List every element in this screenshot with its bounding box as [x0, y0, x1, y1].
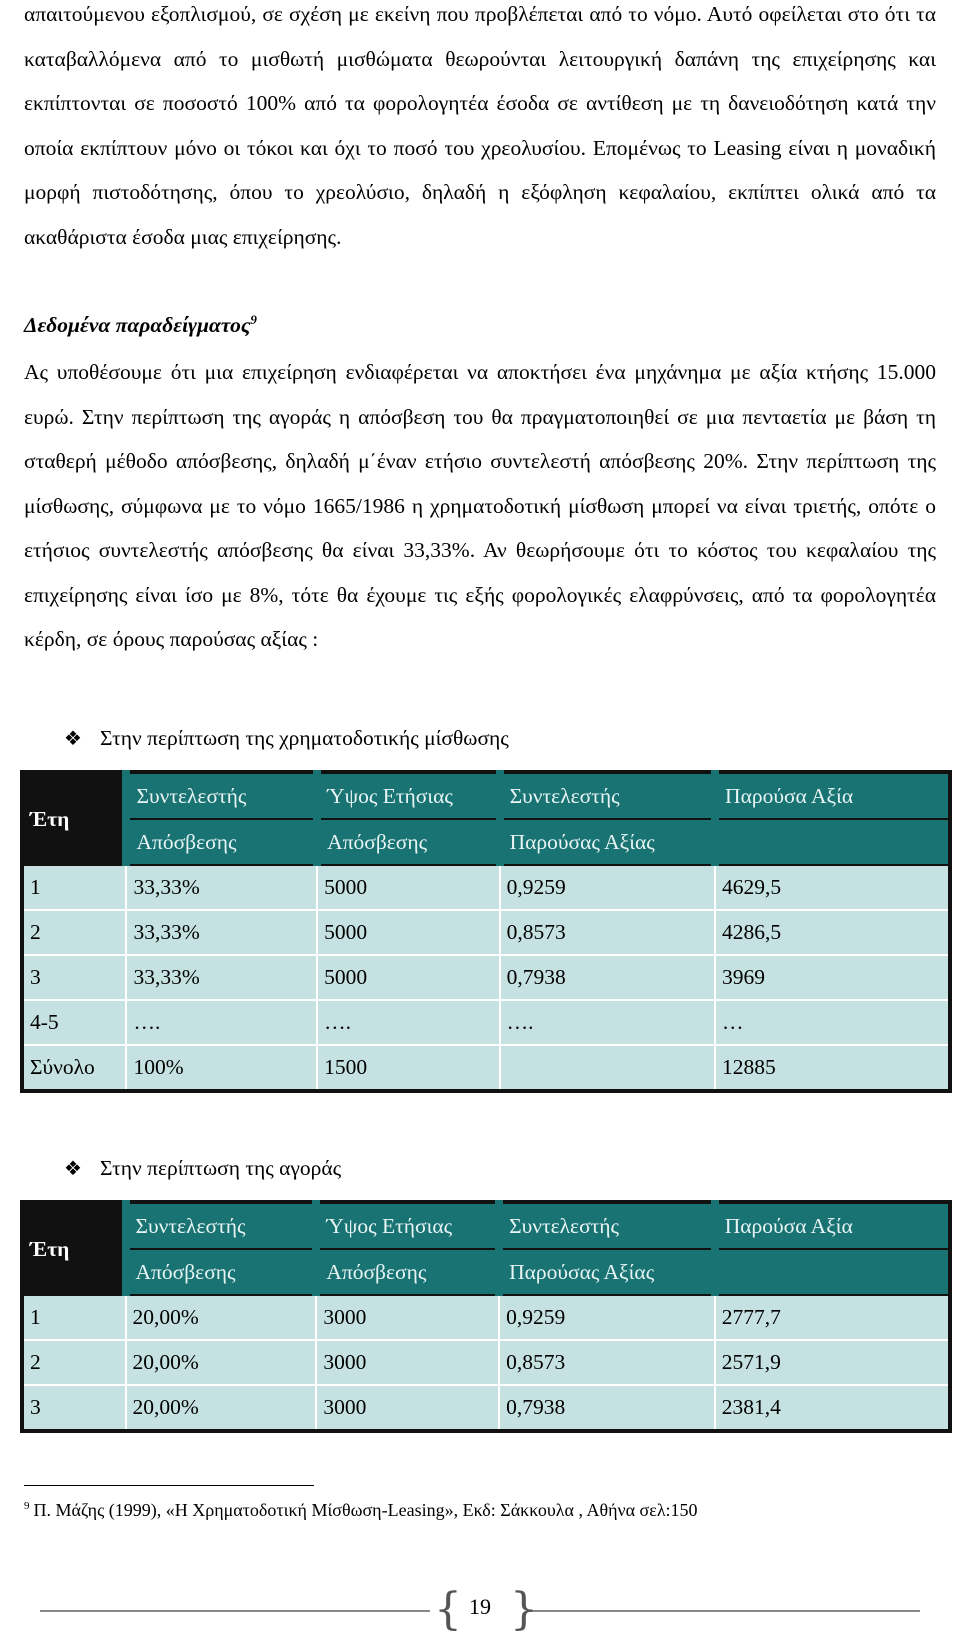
table-header-row-2 — [22, 819, 950, 865]
diamond-bullet-icon: ❖ — [64, 1158, 82, 1180]
footer-line-left — [40, 1610, 430, 1612]
cell-amount: 3000 — [316, 1385, 499, 1431]
table-row-total — [22, 1045, 950, 1091]
cell-factor: 0,9259 — [500, 865, 715, 910]
footnote-text: Π. Μάζης (1999), «Η Χρηματοδοτική Μίσθωση-Leasing», Εκδ: Σάκκουλα , Αθήνα σελ:150 — [33, 1500, 698, 1520]
diamond-bullet-icon: ❖ — [64, 728, 82, 750]
cell-amount: 5000 — [317, 955, 500, 1000]
cell-rate: …. — [126, 1000, 317, 1045]
page-number-footer — [0, 1586, 960, 1634]
cell-rate: 20,00% — [126, 1295, 317, 1340]
header-rate: Συντελεστής — [126, 772, 317, 819]
footer-line-right — [530, 1610, 920, 1612]
table-header-row — [22, 1202, 950, 1249]
header-amount-2: Απόσβεσης — [317, 819, 500, 865]
cell-factor: 0,7938 — [499, 1385, 715, 1431]
cell-amount: …. — [317, 1000, 500, 1045]
header-pv-factor: Συντελεστής — [499, 1202, 715, 1249]
cell-rate: 20,00% — [126, 1340, 317, 1385]
cell-year: 3 — [22, 1385, 126, 1431]
bullet-leasing — [64, 726, 509, 751]
cell-factor: 0,8573 — [499, 1340, 715, 1385]
header-years: Έτη — [22, 1202, 126, 1295]
footnote-divider — [24, 1485, 314, 1486]
cell-pv: 4629,5 — [715, 865, 950, 910]
right-brace-icon: } — [510, 1584, 538, 1635]
page-number: 19 — [469, 1594, 491, 1619]
cell-year: 4-5 — [22, 1000, 126, 1045]
left-brace-icon: { — [434, 1584, 462, 1635]
header-present-value: Παρούσα Αξία — [715, 1202, 950, 1249]
header-present-value-2 — [715, 819, 950, 865]
cell-pv: 2381,4 — [715, 1385, 950, 1431]
table-row — [22, 1340, 950, 1385]
footnote-number: 9 — [24, 1500, 30, 1512]
table-header-row — [22, 772, 950, 819]
header-pv-factor: Συντελεστής — [500, 772, 715, 819]
heading-text: Δεδομένα παραδείγματος — [24, 313, 251, 338]
cell-pv: 4286,5 — [715, 910, 950, 955]
table-row — [22, 1385, 950, 1431]
table-row — [22, 1295, 950, 1340]
cell-rate: 33,33% — [126, 955, 317, 1000]
footnote — [24, 1500, 698, 1521]
cell-pv: … — [715, 1000, 950, 1045]
cell-year: 1 — [22, 1295, 126, 1340]
header-present-value-2 — [715, 1249, 950, 1295]
cell-factor: 0,7938 — [500, 955, 715, 1000]
header-present-value: Παρούσα Αξία — [715, 772, 950, 819]
bullet-leasing-text: Στην περίπτωση της χρηματοδοτικής μίσθωσης — [100, 726, 509, 750]
cell-amount: 5000 — [317, 865, 500, 910]
cell-rate: 100% — [126, 1045, 317, 1091]
header-years: Έτη — [22, 772, 126, 865]
header-rate: Συντελεστής — [126, 1202, 317, 1249]
cell-pv: 2777,7 — [715, 1295, 950, 1340]
heading-footnote-ref: 9 — [250, 312, 257, 327]
table-row — [22, 955, 950, 1000]
cell-year: 3 — [22, 955, 126, 1000]
cell-rate: 20,00% — [126, 1385, 317, 1431]
cell-pv: 12885 — [715, 1045, 950, 1091]
cell-year: Σύνολο — [22, 1045, 126, 1091]
header-rate-2: Απόσβεσης — [126, 1249, 317, 1295]
header-amount: Ύψος Ετήσιας — [316, 1202, 499, 1249]
table-row — [22, 1000, 950, 1045]
cell-factor: …. — [500, 1000, 715, 1045]
paragraph-2-text: Ας υποθέσουμε ότι μια επιχείρηση ενδιαφέρεται να αποκτήσει ένα μηχάνημα με αξία κτήσης 15.000 ευρώ. Στην περίπτωση της αγοράς η απόσβεση του θα πραγματοποιηθεί σε μια πενταετία με βάση τη σταθερή μέθοδο απόσβεσης, δηλαδή μ΄έναν ετήσιο συντελεστή απόσβεσης 20%. Στην περίπτωση της μίσθωσης, σύμφωνα με το νόμο 1665/1986 η χρηματοδοτική μίσθωση μπορεί να είναι τριετής, οπότε ο ετήσιος συντελεστής απόσβεσης θα είναι 33,33%. Αν θεωρήσουμε ότι το κόστος του κεφαλαίου της επιχείρησης είναι ίσο με 8%, τότε θα έχουμε τις εξής φορολογικές ελαφρύνσεις, από τα φορολογητέα κέρδη, σε όρους παρούσας αξίας : — [24, 360, 936, 651]
cell-amount: 3000 — [316, 1295, 499, 1340]
purchase-table — [20, 1200, 952, 1433]
cell-rate: 33,33% — [126, 865, 317, 910]
section-heading — [24, 312, 257, 338]
cell-factor: 0,9259 — [499, 1295, 715, 1340]
header-amount-2: Απόσβεσης — [316, 1249, 499, 1295]
header-rate-2: Απόσβεσης — [126, 819, 317, 865]
header-amount: Ύψος Ετήσιας — [317, 772, 500, 819]
cell-factor — [500, 1045, 715, 1091]
cell-year: 2 — [22, 910, 126, 955]
cell-amount: 5000 — [317, 910, 500, 955]
cell-amount: 3000 — [316, 1340, 499, 1385]
bullet-purchase-text: Στην περίπτωση της αγοράς — [100, 1156, 342, 1180]
table-row — [22, 865, 950, 910]
header-pv-factor-2: Παρούσας Αξίας — [500, 819, 715, 865]
body-paragraph-2 — [24, 350, 936, 662]
cell-year: 2 — [22, 1340, 126, 1385]
table-header-row-2 — [22, 1249, 950, 1295]
cell-amount: 1500 — [317, 1045, 500, 1091]
cell-pv: 2571,9 — [715, 1340, 950, 1385]
cell-factor: 0,8573 — [500, 910, 715, 955]
cell-year: 1 — [22, 865, 126, 910]
cell-rate: 33,33% — [126, 910, 317, 955]
table-row — [22, 910, 950, 955]
paragraph-1-text: απαιτούμενου εξοπλισμού, σε σχέση με εκείνη που προβλέπεται από το νόμο. Αυτό οφείλεται στο ότι τα καταβαλλόμενα από το μισθωτή μισθώματα θεωρούνται λειτουργική δαπάνη της επιχείρησης και εκπίπτονται σε ποσοστό 100% από τα φορολογητέα έσοδα σε αντίθεση με τη δανειοδότηση κατά την οποία εκπίπτουν μόνο οι τόκοι και όχι το ποσό του χρεολυσίου. Επομένως το Leasing είναι η μοναδική μορφή πιστοδότησης, όπου το χρεολύσιο, δηλαδή η εξόφληση κεφαλαίου, εκπίπτει ολικά από τα ακαθάριστα έσοδα μιας επιχείρησης. — [24, 2, 936, 249]
leasing-table — [20, 770, 952, 1093]
header-pv-factor-2: Παρούσας Αξίας — [499, 1249, 715, 1295]
bullet-purchase — [64, 1156, 341, 1181]
cell-pv: 3969 — [715, 955, 950, 1000]
body-paragraph-1 — [24, 0, 936, 259]
